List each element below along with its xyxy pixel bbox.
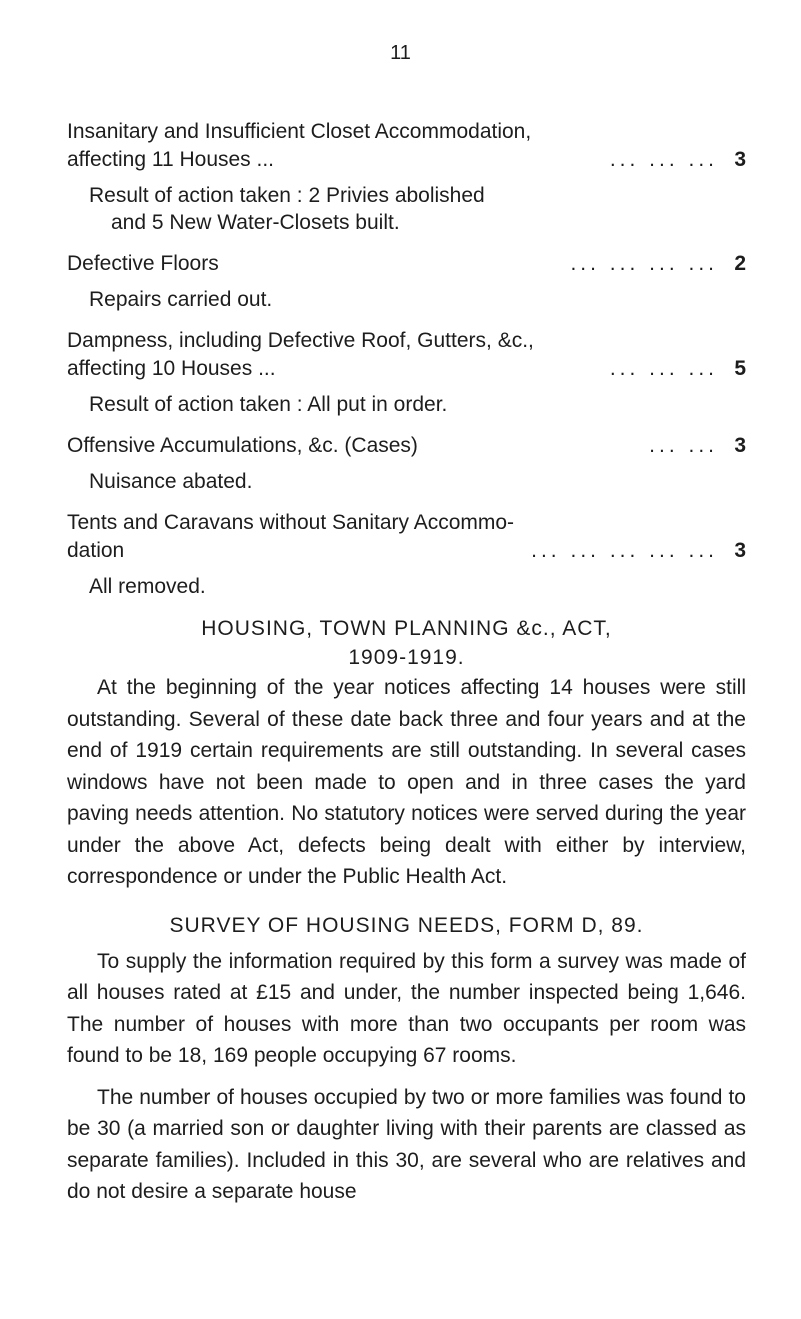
entry-count: 3 <box>734 148 746 171</box>
entry-title-continuation: affecting 10 Houses ... <box>67 357 276 380</box>
page-number: 11 <box>390 42 411 64</box>
entry-title: Offensive Accumulations, &c. (Cases) <box>67 434 418 457</box>
survey-paragraph: The number of houses occupied by two or more families was found to be 30 (a married son or daughter living with their parents are classed as separate families). Included in this 30, are several who are relatives and do not desire a separate house <box>67 1085 746 1203</box>
entry-title: Dampness, including Defective Roof, Gutters, &c., <box>67 329 534 352</box>
entry-result: Result of action taken : 2 Privies abolished and 5 New Water-Closets built. <box>89 184 485 234</box>
housing-section <box>67 614 746 893</box>
entry-title: Tents and Caravans without Sanitary Accommo- <box>67 511 515 534</box>
page-content <box>67 118 746 1222</box>
entry-result: Repairs carried out. <box>89 288 273 311</box>
entry-title: Defective Floors <box>67 252 219 275</box>
entry-title: Insanitary and Insufficient Closet Accommodation, <box>67 120 532 143</box>
section-heading-years: 1909-1919. <box>348 646 465 669</box>
entry-defective-floors: Defective Floors ... ... ... ... 2 Repairs carried out. <box>67 252 746 311</box>
entry-count: 3 <box>734 434 746 457</box>
entry-count: 2 <box>734 252 746 275</box>
entry-dampness: Dampness, including Defective Roof, Gutters, &c., affecting 10 Houses ... ... ... ... 5 Result of action taken : All put in order. <box>67 329 746 416</box>
housing-paragraph: At the beginning of the year notices affecting 14 houses were still outstanding. Several of these date back three and four years and at the end of 1919 certain requirements are still outstanding. In several cases windows have not been made to open and in three cases the yard paving needs attention. No statutory notices were served during the year under the above Act, defects being dealt with either by interview, correspondence or under the Public Health Act. <box>67 676 746 888</box>
entry-title-continuation: affecting 11 Houses ... <box>67 148 275 171</box>
section-heading: HOUSING, TOWN PLANNING &c., ACT, <box>201 617 612 640</box>
entry-count: 5 <box>734 357 746 380</box>
entry-result: All removed. <box>89 575 206 598</box>
entry-insanitary-closets: Insanitary and Insufficient Closet Accommodation, affecting 11 Houses ... ... ... ... 3 Result of action taken : 2 Privies abolished and 5 New Water-Closets built. <box>67 120 746 234</box>
survey-paragraph: To supply the information required by this form a survey was made of all houses rated at £15 and under, the number inspected being 1,646. The number of houses with more than two occupants per room was found to be 18, 169 people occupying 67 rooms. <box>67 949 746 1067</box>
survey-section <box>67 911 746 1208</box>
section-heading: SURVEY OF HOUSING NEEDS, FORM D, 89. <box>169 913 644 937</box>
entry-title-continuation: dation <box>67 539 125 562</box>
entry-count: 3 <box>734 539 746 562</box>
entry-tents-caravans: Tents and Caravans without Sanitary Accommo- dation ... ... ... ... ... 3 All removed. <box>67 511 746 598</box>
entry-offensive-accumulations: Offensive Accumulations, &c. (Cases) ... ... 3 Nuisance abated. <box>67 434 746 493</box>
entry-result: Nuisance abated. <box>89 470 253 493</box>
entry-result: Result of action taken : All put in order. <box>89 393 448 416</box>
